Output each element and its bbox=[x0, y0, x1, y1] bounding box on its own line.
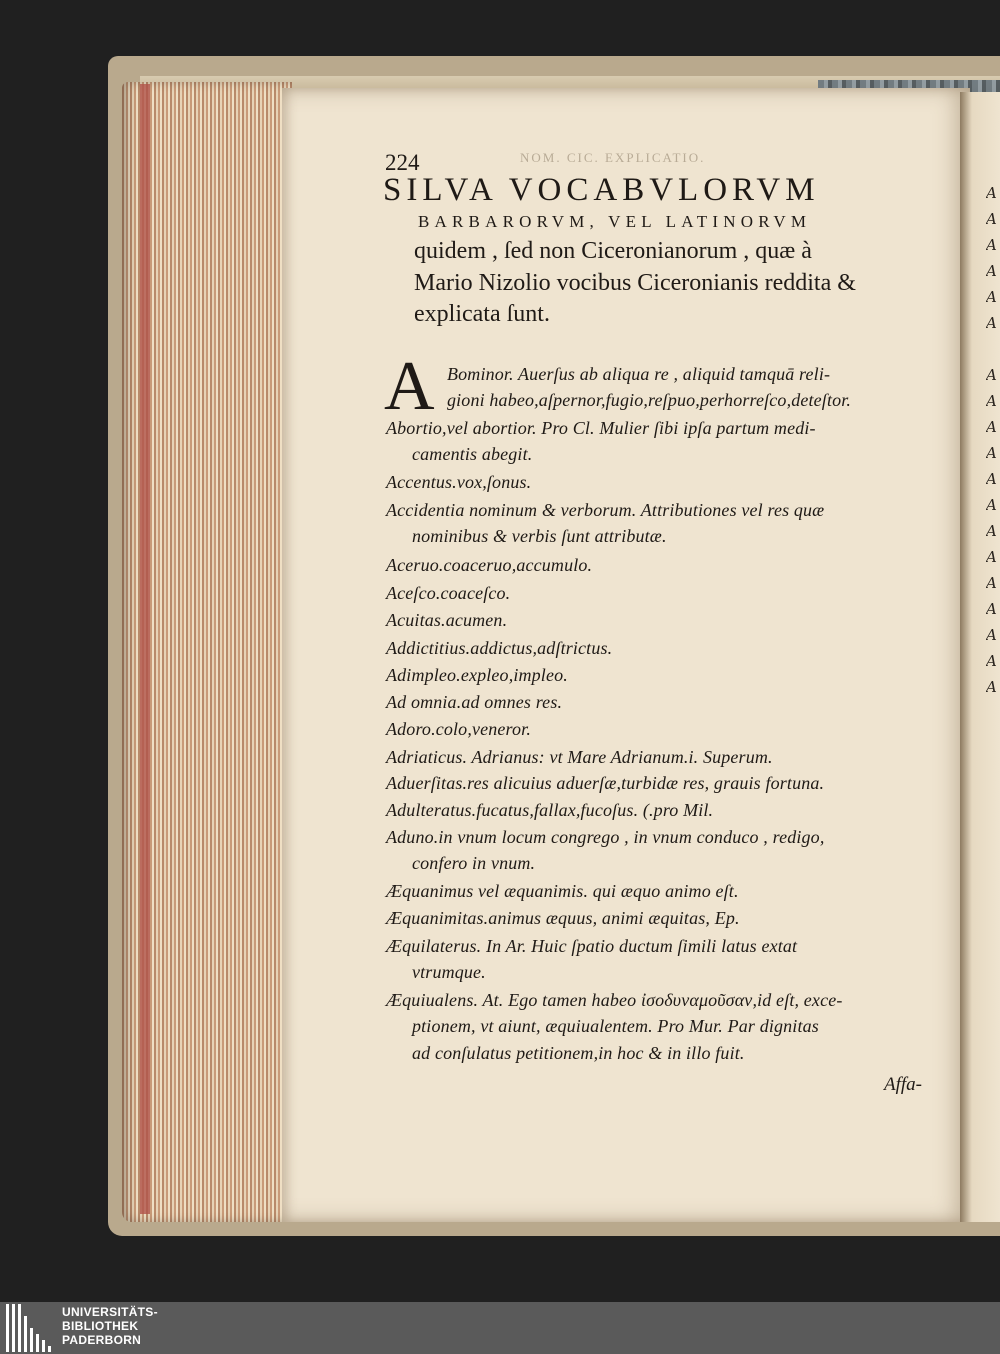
footer-text-line: UNIVERSITÄTS- bbox=[62, 1305, 158, 1319]
entry-line: Æquilaterus. In Ar. Huic ſpatio ductum ſimili latus extat bbox=[386, 936, 798, 956]
entry-line: ptionem, vt aiunt, æquiualentem. Pro Mur. Par dignitas bbox=[412, 1016, 819, 1036]
subtitle-line: quidem , ſed non Ciceronianorum , quæ à bbox=[414, 238, 812, 264]
entry-line: Aceſco.coaceſco. bbox=[386, 583, 511, 603]
entry-line: Accentus.vox,ſonus. bbox=[386, 472, 532, 492]
library-logo-icon bbox=[6, 1304, 56, 1352]
entry-line: Aduno.in vnum locum congrego , in vnum conduco , redigo, bbox=[386, 827, 825, 847]
running-head-show-through: NOM. CIC. EXPLICATIO. bbox=[520, 150, 706, 165]
entry-line: Abortio,vel abortior. Pro Cl. Mulier ſibi ipſa partum medi- bbox=[386, 418, 816, 438]
entry-line: ad conſulatus petitionem,in hoc & in illo fuit. bbox=[412, 1043, 745, 1063]
red-edge-stain bbox=[140, 84, 150, 1214]
subtitle-line: Mario Nizolio vocibus Ciceronianis reddita & bbox=[414, 270, 856, 296]
entry-line: vtrumque. bbox=[412, 962, 486, 982]
entry-line: nominibus & verbis ſunt attributæ. bbox=[412, 526, 667, 546]
drop-cap: A bbox=[384, 348, 435, 425]
entry-line: Æquanimitas.animus æquus, animi æquitas, Ep. bbox=[386, 908, 740, 928]
entry-line: camentis abegit. bbox=[412, 444, 533, 464]
entry-line: Aceruo.coaceruo,accumulo. bbox=[386, 555, 593, 575]
subtitle-line: explicata ſunt. bbox=[414, 301, 550, 327]
entry-line: Addictitius.addictus,adſtrictus. bbox=[386, 638, 613, 658]
entry-line: Adulteratus.fucatus,fallax,fucoſus. (.pro Mil. bbox=[386, 800, 714, 820]
entry-line: Accidentia nominum & verborum. Attributiones vel res quæ bbox=[386, 500, 825, 520]
entry-line: Æquanimus vel æquanimis. qui æquo animo eſt. bbox=[386, 881, 739, 901]
footer-text-line: PADERBORN bbox=[62, 1333, 142, 1347]
page-number: 224 bbox=[385, 150, 420, 175]
entry-line: Aduerſitas.res alicuius aduerſæ,turbidæ res, grauis fortuna. bbox=[386, 773, 825, 793]
entry-line: Adriaticus. Adrianus: vt Mare Adrianum.i. Superum. bbox=[386, 747, 773, 767]
entry-line: Acuitas.acumen. bbox=[386, 610, 508, 630]
entry-line: Æquiualens. At. Ego tamen habeo ἰσοδυναμοῦσαν,id eſt, exce- bbox=[386, 990, 843, 1010]
entry-line: Adimpleo.expleo,impleo. bbox=[386, 665, 568, 685]
entry-line: confero in vnum. bbox=[412, 853, 536, 873]
entry-line: Bominor. Auerſus ab aliqua re , aliquid tamquā reli- bbox=[447, 364, 831, 384]
footer-text-line: BIBLIOTHEK bbox=[62, 1319, 139, 1333]
page-title-line2: BARBARORVM, VEL LATINORVM bbox=[418, 212, 812, 231]
entry-line: Adoro.colo,veneror. bbox=[386, 719, 531, 739]
entry-line: gioni habeo,aſpernor,fugio,reſpuo,perhorreſco,deteſtor. bbox=[447, 390, 852, 410]
facing-page-edge: A A A A A A A A A A A A A A A A A A A bbox=[986, 184, 997, 696]
catchword: Affa- bbox=[884, 1074, 922, 1095]
entry-line: Ad omnia.ad omnes res. bbox=[386, 692, 563, 712]
page-title: SILVA VOCABVLORVM bbox=[383, 172, 820, 208]
